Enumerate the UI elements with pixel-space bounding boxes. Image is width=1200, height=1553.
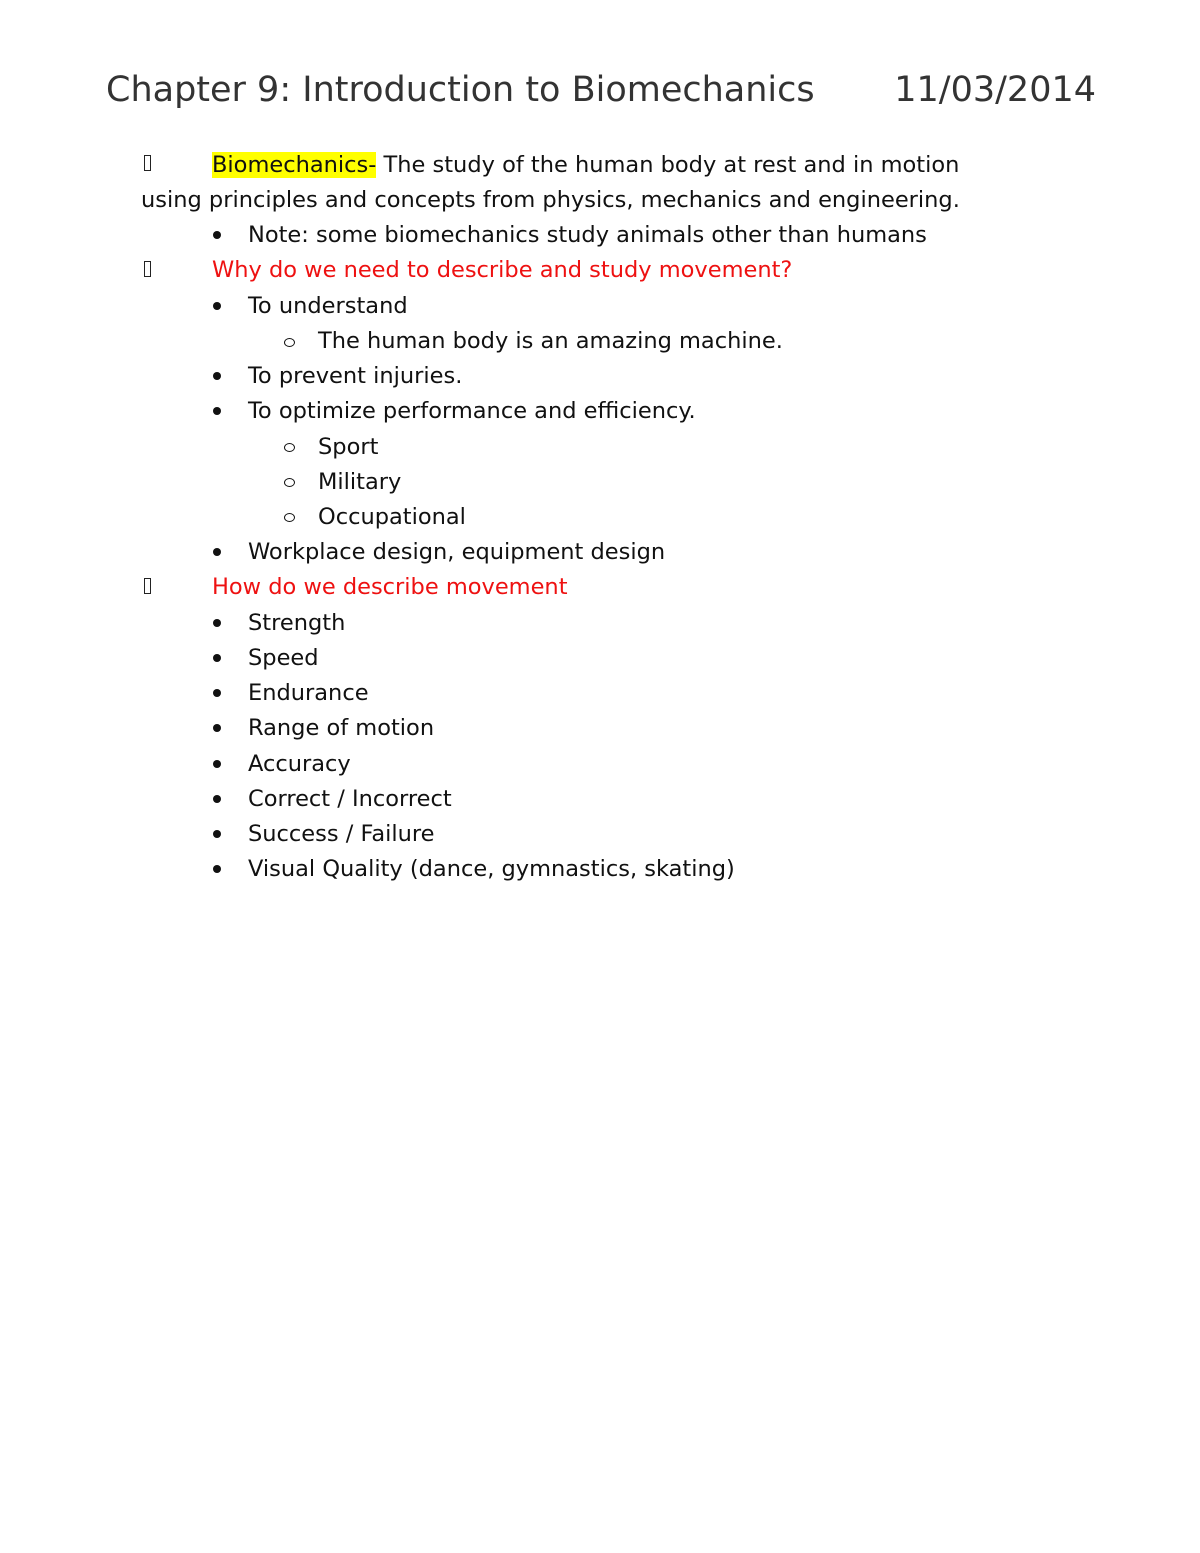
list-item: Correct / Incorrect (248, 786, 452, 812)
bullet-icon (213, 830, 221, 838)
bullet-icon (213, 372, 221, 380)
list-item: To optimize performance and efficiency. (248, 398, 696, 424)
missing-glyph-bullet-icon (144, 155, 151, 171)
list-item: Success / Failure (248, 821, 435, 847)
sub-list-item: Military (318, 469, 402, 495)
list-item: Speed (248, 645, 319, 671)
definition-text: The study of the human body at rest and in motion (376, 152, 960, 178)
section-heading: How do we describe movement (212, 574, 568, 600)
hollow-bullet-icon (284, 513, 295, 522)
page-header (106, 70, 1096, 120)
definition-line (212, 148, 959, 183)
section-heading: Why do we need to describe and study movement? (212, 257, 793, 283)
bullet-icon (213, 724, 221, 732)
sub-list-item: The human body is an amazing machine. (318, 328, 783, 354)
missing-glyph-bullet-icon (144, 261, 151, 277)
page-date: 11/03/2014 (894, 70, 1096, 110)
missing-glyph-bullet-icon (144, 578, 151, 594)
list-item: Endurance (248, 680, 369, 706)
list-item: Note: some biomechanics study animals other than humans (248, 222, 927, 248)
bullet-icon (213, 760, 221, 768)
hollow-bullet-icon (284, 338, 295, 347)
list-item: Accuracy (248, 751, 351, 777)
list-item: Workplace design, equipment design (248, 539, 666, 565)
bullet-icon (213, 302, 221, 310)
list-item: To prevent injuries. (248, 363, 463, 389)
bullet-icon (213, 865, 221, 873)
hollow-bullet-icon (284, 443, 295, 452)
list-item: To understand (248, 293, 408, 319)
list-item: Visual Quality (dance, gymnastics, skating) (248, 856, 735, 882)
page-title: Chapter 9: Introduction to Biomechanics (106, 70, 815, 110)
bullet-icon (213, 407, 221, 415)
list-item: Range of motion (248, 715, 435, 741)
bullet-icon (213, 619, 221, 627)
term-highlight: Biomechanics- (212, 152, 377, 178)
list-item: Strength (248, 610, 346, 636)
hollow-bullet-icon (284, 478, 295, 487)
bullet-icon (213, 654, 221, 662)
bullet-icon (213, 689, 221, 697)
bullet-icon (213, 548, 221, 556)
bullet-icon (213, 231, 221, 239)
sub-list-item: Sport (318, 434, 379, 460)
bullet-icon (213, 795, 221, 803)
definition-continuation: using principles and concepts from physics, mechanics and engineering. (141, 187, 960, 213)
sub-list-item: Occupational (318, 504, 466, 530)
